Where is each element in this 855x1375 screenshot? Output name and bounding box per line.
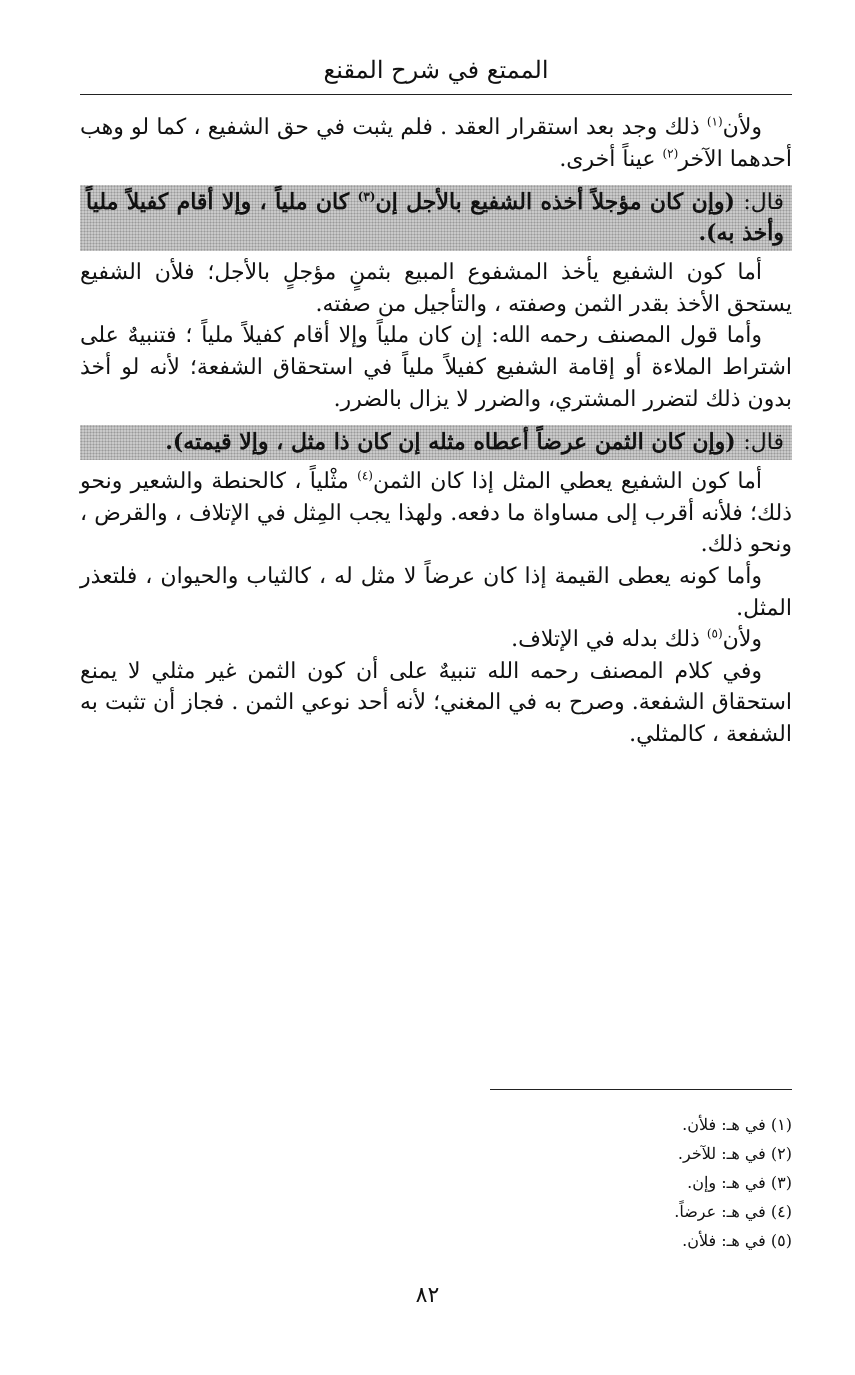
footnote-divider: [490, 1089, 792, 1090]
page-number: ٨٢: [415, 1283, 440, 1308]
footnote-3: (٣) في هـ: وإن.: [687, 1173, 792, 1192]
matn-1-text-b: كان ملياً ، وإلا أقام كفيلاً ملياً وأخذ به).: [86, 189, 784, 247]
footnote-ref-2: (٢): [662, 146, 679, 161]
matn-block-1: [80, 185, 792, 251]
footnote-ref-4: (٤): [357, 468, 373, 483]
paragraph-4: [80, 466, 792, 561]
paragraph-1-text-b: ذلك وجد بعد استقرار العقد . فلم يثبت في حق الشفيع ، كما لو وهب أحدهما الآخر: [80, 115, 792, 172]
matn-1-qal: قال:: [743, 190, 784, 216]
paragraph-3: وأما قول المصنف رحمه الله: إن كان ملياً وإلا أقام كفيلاً ملياً ؛ فتنبيهٌ على اشتراط الملاءة أو إقامة الشفيع كفيلاً ملياً في استحقاق الشفعة؛ لأنه لو أخذ بدون ذلك لتضرر المشتري، والضرر لا يزال بالضرر.: [80, 323, 792, 412]
header-divider: [80, 94, 792, 95]
paragraph-1-text-c: عيناً أخرى.: [559, 146, 663, 172]
paragraph-2: أما كون الشفيع يأخذ المشفوع المبيع بثمنٍ مؤجلٍ بالأجل؛ فلأن الشفيع يستحق الأخذ بقدر الثمن وصفته ، والتأجيل من صفته.: [80, 260, 792, 317]
paragraph-6: [80, 624, 792, 656]
matn-2-qal: قال:: [743, 430, 784, 456]
footnote-ref-1: (١): [706, 114, 723, 129]
matn-block-2: [80, 425, 792, 460]
paragraph-7: وفي كلام المصنف رحمه الله تنبيهٌ على أن كون الثمن غير مثلي لا يمنع استحقاق الشفعة. وصرح به في المغني؛ لأنه أحد نوعي الثمن . فجاز أن تثبت به الشفعة ، كالمثلي.: [80, 658, 792, 747]
footnotes: [450, 1110, 792, 1255]
matn-2-text: (وإن كان الثمن عرضاً أعطاه مثله إن كان ذا مثل ، وإلا قيمته).: [165, 429, 744, 456]
footnote-5: (٥) في هـ: فلأن.: [682, 1231, 792, 1250]
main-text: [80, 112, 792, 751]
footnote-ref-5: (٥): [706, 626, 723, 641]
paragraph-6-text-a: ولأن: [722, 627, 762, 653]
footnote-1: (١) في هـ: فلأن.: [682, 1115, 792, 1134]
paragraph-6-text-b: ذلك بدله في الإتلاف.: [511, 627, 707, 653]
paragraph-1-text-a: ولأن: [722, 115, 762, 140]
paragraph-1: [80, 112, 792, 175]
running-header-title: الممتع في شرح المقنع: [323, 56, 549, 84]
footnote-4: (٤) في هـ: عرضاً.: [674, 1202, 792, 1221]
footnote-2: (٢) في هـ: للآخر.: [677, 1144, 792, 1163]
paragraph-5: وأما كونه يعطى القيمة إذا كان عرضاً لا مثل له ، كالثياب والحيوان ، فلتعذر المثل.: [80, 563, 792, 621]
matn-1-text-a: (وإن كان مؤجلاً أخذه الشفيع بالأجل إن: [375, 189, 744, 216]
paragraph-4-text-b: مثْلياً ، كالحنطة والشعير ونحو ذلك؛ فلأنه أقرب إلى مساواة ما دفعه. ولهذا يجب المِثل في الإتلاف ، والقرض ، ونحو ذلك.: [80, 469, 792, 558]
footnote-ref-3: (٣): [357, 189, 376, 204]
paragraph-4-text-a: أما كون الشفيع يعطي المثل إذا كان الثمن: [372, 469, 762, 495]
